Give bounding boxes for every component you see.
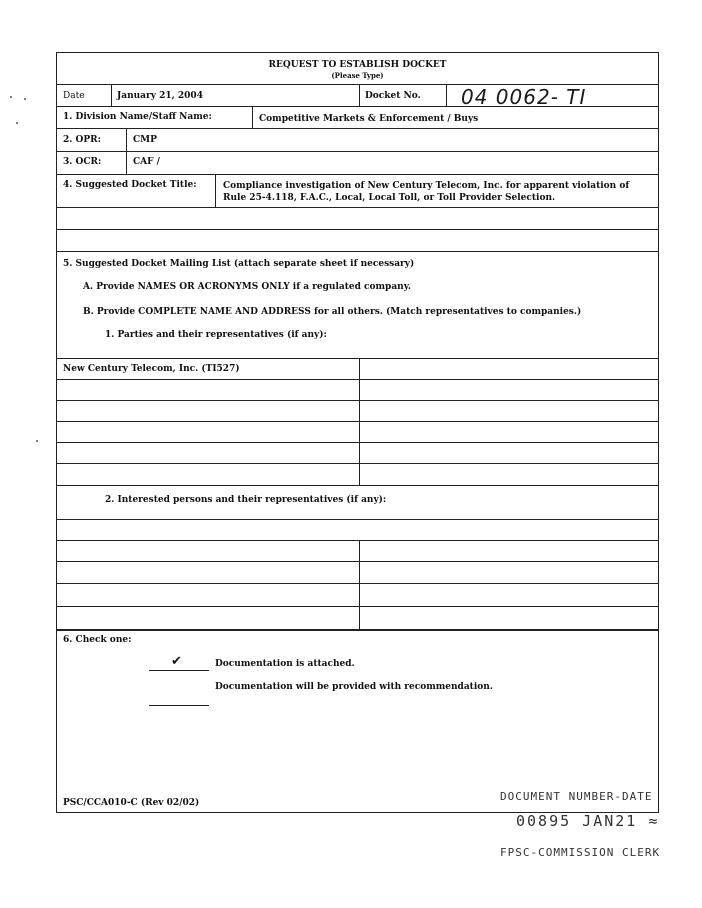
rule <box>57 561 658 562</box>
commission-clerk-stamp: FPSC-COMMISSION CLERK <box>500 846 661 859</box>
rule <box>57 442 658 443</box>
ocr-label: 3. OCR: <box>63 157 102 167</box>
check-line[interactable] <box>149 670 209 671</box>
rule <box>57 106 658 107</box>
rule <box>57 583 658 584</box>
rule <box>111 84 112 106</box>
check-one-label: 6. Check one: <box>63 635 132 645</box>
parties-heading: 1. Parties and their representatives (if any): <box>105 330 327 340</box>
division-value: Competitive Markets & Enforcement / Buys <box>259 114 479 124</box>
document-number-stamp: DOCUMENT NUMBER-DATE <box>500 790 653 803</box>
rule <box>359 540 360 629</box>
rule <box>359 84 360 106</box>
interested-persons-heading: 2. Interested persons and their representatives (if any): <box>105 495 387 505</box>
document-number-date: 00895 JAN21 ≈ <box>516 812 660 830</box>
rule <box>57 629 658 631</box>
rule <box>57 174 658 175</box>
scan-speck <box>16 122 18 124</box>
rule <box>57 485 658 486</box>
rule <box>57 151 658 152</box>
form-subtitle: (Please Type) <box>331 71 384 80</box>
option-attached: Documentation is attached. <box>215 659 355 669</box>
rule <box>359 358 360 485</box>
rule <box>57 379 658 380</box>
rule <box>57 519 658 520</box>
date-label: Date <box>63 91 85 101</box>
form-title: REQUEST TO ESTABLISH DOCKET <box>268 60 447 70</box>
mailing-list-label: 5. Suggested Docket Mailing List (attach separate sheet if necessary) <box>63 259 415 269</box>
rule <box>57 400 658 401</box>
rule <box>215 174 216 207</box>
opr-value: CMP <box>133 135 157 145</box>
option-provided-later: Documentation will be provided with recommendation. <box>215 682 493 692</box>
docket-label: Docket No. <box>365 91 421 101</box>
docket-title-line1: Compliance investigation of New Century Telecom, Inc. for apparent violation of <box>223 181 630 191</box>
rule <box>57 207 658 208</box>
rule <box>57 229 658 230</box>
rule <box>57 251 658 252</box>
ocr-value: CAF / <box>133 157 160 167</box>
scan-speck <box>36 440 38 442</box>
scan-speck <box>24 98 26 100</box>
docket-number-handwritten: 04 0062- TI <box>461 85 587 109</box>
rule <box>446 84 447 106</box>
docket-request-form <box>56 52 659 813</box>
rule <box>57 463 658 464</box>
mailing-list-item-a: A. Provide NAMES OR ACRONYMS ONLY if a regulated company. <box>83 282 412 292</box>
division-label: 1. Division Name/Staff Name: <box>63 112 212 122</box>
checkmark-icon: ✔ <box>171 654 182 669</box>
rule <box>252 106 253 128</box>
rule <box>57 128 658 129</box>
docket-title-label: 4. Suggested Docket Title: <box>63 180 197 190</box>
rule <box>57 421 658 422</box>
scan-speck <box>10 96 12 98</box>
mailing-list-item-b: B. Provide COMPLETE NAME AND ADDRESS for all others. (Match representatives to companies.) <box>83 307 582 317</box>
date-value: January 21, 2004 <box>117 91 203 101</box>
opr-label: 2. OPR: <box>63 135 101 145</box>
rule <box>57 358 658 359</box>
check-line[interactable] <box>149 705 209 706</box>
docket-title-line2: Rule 25-4.118, F.A.C., Local, Local Toll, or Toll Provider Selection. <box>223 193 556 203</box>
rule <box>57 606 658 607</box>
rule <box>57 540 658 541</box>
party-entry: New Century Telecom, Inc. (TI527) <box>63 364 240 374</box>
form-number: PSC/CCA010-C (Rev 02/02) <box>63 798 200 808</box>
